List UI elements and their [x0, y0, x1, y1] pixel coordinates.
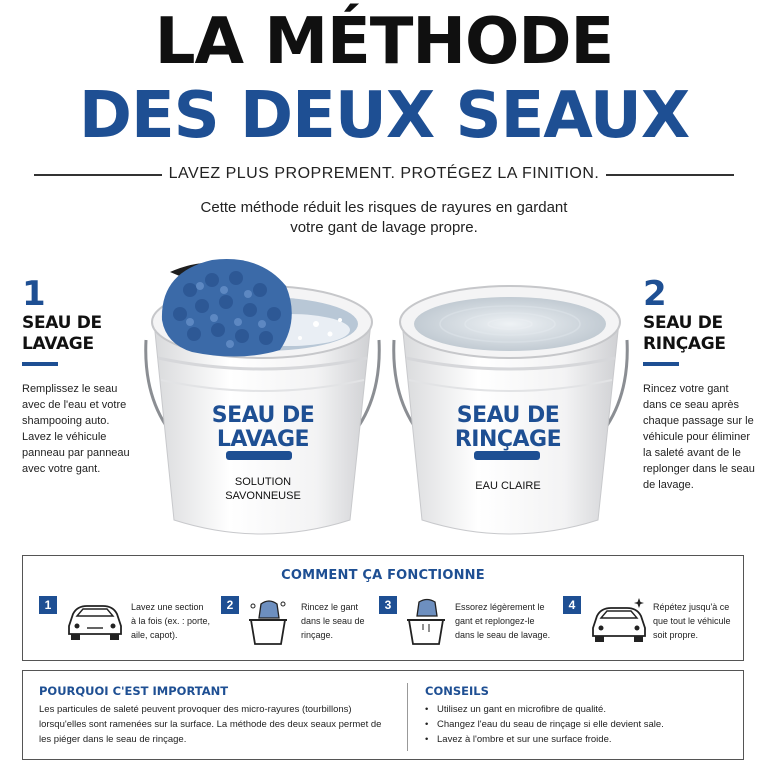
how-step-number: 2 [221, 596, 239, 614]
step-text-rinse: Rincez votre gant dans ce seau après chaque passage sur le véhicule pour éliminer la saleté avant de le replonger dans le seau de lavage. [643, 383, 755, 491]
tips-item: • Lavez à l'ombre et sur une surface froide. [425, 732, 735, 747]
bucket-mitt-icon [401, 598, 451, 646]
step-accent-bar [22, 362, 58, 366]
bucket-mitt-icon [243, 598, 293, 646]
how-step-text: Rincez le gant dans le seau de rinçage. [301, 602, 365, 640]
why-text: Les particules de saleté peuvent provoquer des micro-rayures (tourbillons) lorsqu'elles sont ramenées sur la surface. La méthode des deux seaux permet de les piéger dans le seau de rinçage. [39, 704, 382, 745]
step-accent-bar [643, 362, 679, 366]
divider-right [606, 174, 734, 176]
divider-left [34, 174, 162, 176]
how-step-2 [221, 594, 381, 654]
tagline-row [34, 163, 734, 185]
how-step-text: Lavez une section à la fois (ex. : porte, aile, capot). [131, 602, 211, 640]
how-step-3 [379, 594, 555, 654]
how-step-number: 1 [39, 596, 57, 614]
tips-title: CONSEILS [425, 684, 489, 698]
step-title-rinse [643, 313, 726, 355]
clean-car-icon [587, 598, 651, 644]
step-text-wash: Remplissez le seau avec de l'eau et votre shampooing auto. Lavez le véhicule panneau par panneau avec votre gant. [22, 383, 130, 475]
wash-bucket-sub-line2: SAVONNEUSE [225, 490, 301, 502]
info-box [22, 670, 744, 760]
rinse-bucket-sublabel [443, 479, 573, 493]
how-it-works-box [22, 555, 744, 661]
step-number-1: 1 [22, 274, 46, 314]
rinse-bucket-label [443, 404, 573, 452]
rinse-bucket-image [388, 250, 633, 545]
wash-bucket-label [198, 404, 328, 452]
how-step-4 [563, 594, 743, 654]
wash-bucket-sublabel [198, 475, 328, 503]
wash-bucket-label-line1: SEAU DE [211, 403, 315, 428]
tips-item: • Changez l'eau du seau de rinçage si elle devient sale. [425, 717, 735, 732]
intro-text: Cette méthode réduit les risques de rayures en gardant votre gant de lavage propre. [200, 199, 568, 236]
how-step-number: 4 [563, 596, 581, 614]
wash-bucket-sub-line1: SOLUTION [234, 476, 292, 488]
step-title-rinse-line2: RINÇAGE [643, 334, 726, 354]
car-icon [63, 598, 127, 642]
tips-list [425, 702, 735, 747]
step-title-wash-line1: SEAU DE [22, 313, 102, 333]
step-title-rinse-line1: SEAU DE [643, 313, 723, 333]
why-title: POURQUOI C'EST IMPORTANT [39, 684, 229, 698]
tagline: LAVEZ PLUS PROPREMENT. PROTÉGEZ LA FINITION. [168, 165, 600, 182]
tips-item: • Utilisez un gant en microfibre de qualité. [425, 702, 735, 717]
step-title-wash [22, 313, 102, 355]
step-number-2: 2 [643, 274, 667, 314]
how-step-text: Répétez jusqu'à ce que tout le véhicule soit propre. [653, 602, 731, 640]
how-it-works-title: COMMENT ÇA FONCTIONNE [281, 568, 485, 583]
how-step-text: Essorez légèrement le gant et replongez-le dans le seau de lavage. [455, 602, 551, 640]
page-title-line2: DES DEUX SEAUX [78, 79, 690, 153]
how-step-1 [39, 594, 209, 654]
page-title-line1: LA MÉTHODE [154, 5, 614, 79]
info-divider [407, 683, 408, 751]
rinse-bucket-sub-line1: EAU CLAIRE [475, 480, 541, 492]
rinse-bucket-label-line2: RINÇAGE [454, 427, 562, 452]
rinse-bucket-label-line1: SEAU DE [456, 403, 560, 428]
wash-bucket-label-line2: LAVAGE [216, 427, 310, 452]
how-step-number: 3 [379, 596, 397, 614]
step-title-wash-line2: LAVAGE [22, 334, 94, 354]
